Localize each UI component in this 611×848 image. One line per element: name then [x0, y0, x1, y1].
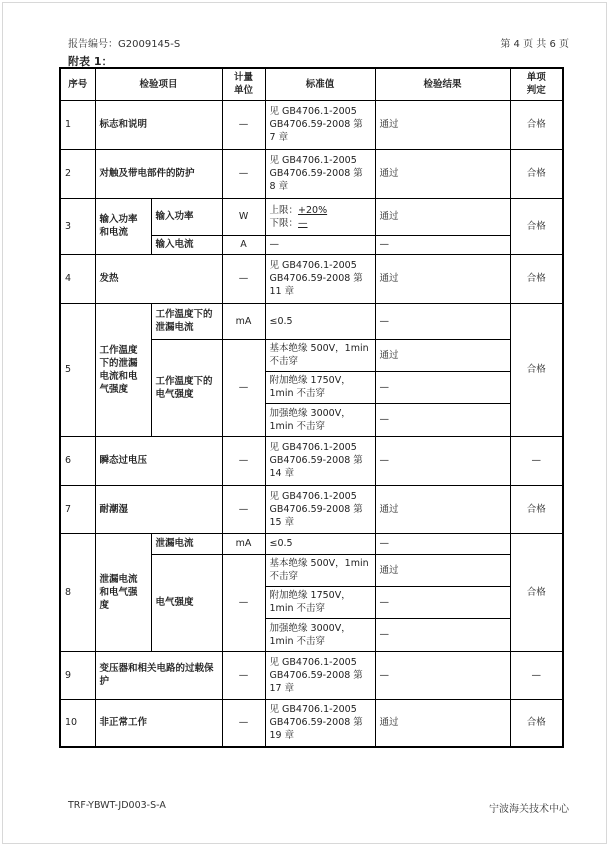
row-unit: — — [222, 485, 265, 533]
row-no: 1 — [60, 100, 95, 149]
row-verdict: 合格 — [510, 254, 563, 303]
row-item: 泄漏电流和电气强度 — [95, 533, 151, 651]
row-standard: 见 GB4706.1-2005 GB4706.59-2008 第 11 章 — [265, 254, 375, 303]
row-no: 8 — [60, 533, 95, 651]
appendix-title: 附表 1： — [68, 55, 113, 68]
row-result: 通过 — [376, 340, 510, 372]
row-verdict: 合格 — [510, 485, 563, 533]
row-result: — — [375, 303, 510, 339]
row-unit: W — [222, 198, 265, 235]
row-result: — — [375, 235, 510, 254]
page-info: 第 4 页 共 6 页 — [500, 39, 569, 50]
row-unit: — — [222, 651, 265, 699]
table-row — [60, 485, 563, 533]
table-row — [60, 436, 563, 485]
row-verdict: 合格 — [510, 100, 563, 149]
row-unit: — — [222, 339, 265, 436]
col-header-verdict: 单项 判定 — [510, 68, 563, 100]
row-unit: — — [222, 699, 265, 747]
row-verdict: — — [510, 436, 563, 485]
table-row — [60, 254, 563, 303]
row-verdict: 合格 — [510, 198, 563, 254]
col-header-item: 检验项目 — [95, 68, 222, 100]
form-code: TRF-YBWT-JD003-S-A — [68, 800, 166, 811]
row-result: — — [379, 414, 390, 425]
row-no: 6 — [60, 436, 95, 485]
row-standard: 见 GB4706.1-2005 GB4706.59-2008 第 19 章 — [265, 699, 375, 747]
row-result: 通过 — [375, 100, 510, 149]
row-standard-stack — [265, 339, 375, 436]
table-row — [60, 149, 563, 198]
table-row — [60, 651, 563, 699]
row-unit: — — [222, 554, 265, 651]
row-result: 通过 — [375, 254, 510, 303]
row-verdict: 合格 — [510, 699, 563, 747]
row-verdict: 合格 — [510, 303, 563, 436]
row-unit: — — [222, 254, 265, 303]
row-result: 通过 — [375, 198, 510, 235]
row-result: — — [375, 651, 510, 699]
row-result-stack — [375, 339, 510, 436]
table-row — [60, 699, 563, 747]
row-subitem: 泄漏电流 — [151, 533, 222, 554]
row-standard: ≤0.5 — [265, 533, 375, 554]
row-unit: — — [222, 436, 265, 485]
row-item: 耐潮湿 — [95, 485, 222, 533]
row-standard: 加强绝缘 3000V，1min 不击穿 — [269, 622, 351, 647]
row-result: 通过 — [375, 149, 510, 198]
row-unit: mA — [222, 303, 265, 339]
row-item: 瞬态过电压 — [95, 436, 222, 485]
row-standard: 见 GB4706.1-2005 GB4706.59-2008 第 8 章 — [265, 149, 375, 198]
table-row — [60, 100, 563, 149]
row-no: 3 — [60, 198, 95, 254]
row-subitem: 电气强度 — [151, 554, 222, 651]
row-result: — — [376, 587, 510, 619]
row-unit: mA — [222, 533, 265, 554]
row-result: 通过 — [375, 699, 510, 747]
row-standard: 见 GB4706.1-2005 GB4706.59-2008 第 14 章 — [265, 436, 375, 485]
row-result: — — [379, 629, 390, 640]
row-result: 通过 — [375, 485, 510, 533]
row-subitem: 工作温度下的电气强度 — [151, 339, 222, 436]
row-item: 工作温度下的泄漏电流和电气强度 — [95, 303, 151, 436]
row-item: 变压器和相关电路的过载保护 — [95, 651, 222, 699]
row-unit: — — [222, 149, 265, 198]
row-standard-stack — [265, 554, 375, 651]
row-result: — — [376, 372, 510, 404]
row-standard: 基本绝缘 500V，1min 不击穿 — [266, 555, 375, 587]
table-row — [60, 533, 563, 554]
row-item: 标志和说明 — [95, 100, 222, 149]
row-verdict: 合格 — [510, 149, 563, 198]
row-no: 10 — [60, 699, 95, 747]
col-header-result: 检验结果 — [375, 68, 510, 100]
row-standard: 基本绝缘 500V，1min 不击穿 — [266, 340, 375, 372]
row-standard: 上限：+20% 下限：— — [265, 198, 375, 235]
row-unit: — — [222, 100, 265, 149]
row-no: 7 — [60, 485, 95, 533]
row-standard: 附加绝缘 1750V，1min 不击穿 — [266, 372, 375, 404]
row-subitem: 输入功率 — [151, 198, 222, 235]
row-no: 9 — [60, 651, 95, 699]
row-item: 对触及带电部件的防护 — [95, 149, 222, 198]
row-standard: — — [265, 235, 375, 254]
row-standard: 加强绝缘 3000V，1min 不击穿 — [269, 407, 351, 432]
row-result-stack — [375, 554, 510, 651]
organization-name: 宁波海关技术中心 — [489, 804, 569, 815]
row-no: 4 — [60, 254, 95, 303]
row-standard: ≤0.5 — [265, 303, 375, 339]
row-verdict: — — [510, 651, 563, 699]
col-header-standard: 标准值 — [265, 68, 375, 100]
row-result: — — [375, 436, 510, 485]
row-no: 5 — [60, 303, 95, 436]
row-subitem: 工作温度下的泄漏电流 — [151, 303, 222, 339]
row-subitem: 输入电流 — [151, 235, 222, 254]
row-unit: A — [222, 235, 265, 254]
report-number: 报告编号：G2009145-S — [68, 39, 181, 50]
inspection-table — [59, 67, 564, 748]
row-item: 发热 — [95, 254, 222, 303]
row-result: — — [375, 533, 510, 554]
col-header-unit: 计量 单位 — [222, 68, 265, 100]
row-item: 非正常工作 — [95, 699, 222, 747]
table-header-row — [60, 68, 563, 100]
table-row — [60, 198, 563, 235]
row-item: 输入功率和电流 — [95, 198, 151, 254]
col-header-no: 序号 — [60, 68, 95, 100]
table-row — [60, 303, 563, 339]
row-standard: 见 GB4706.1-2005 GB4706.59-2008 第 7 章 — [265, 100, 375, 149]
row-result: 通过 — [376, 555, 510, 587]
row-standard: 见 GB4706.1-2005 GB4706.59-2008 第 15 章 — [265, 485, 375, 533]
row-verdict: 合格 — [510, 533, 563, 651]
row-standard: 见 GB4706.1-2005 GB4706.59-2008 第 17 章 — [265, 651, 375, 699]
row-standard: 附加绝缘 1750V，1min 不击穿 — [266, 587, 375, 619]
row-no: 2 — [60, 149, 95, 198]
